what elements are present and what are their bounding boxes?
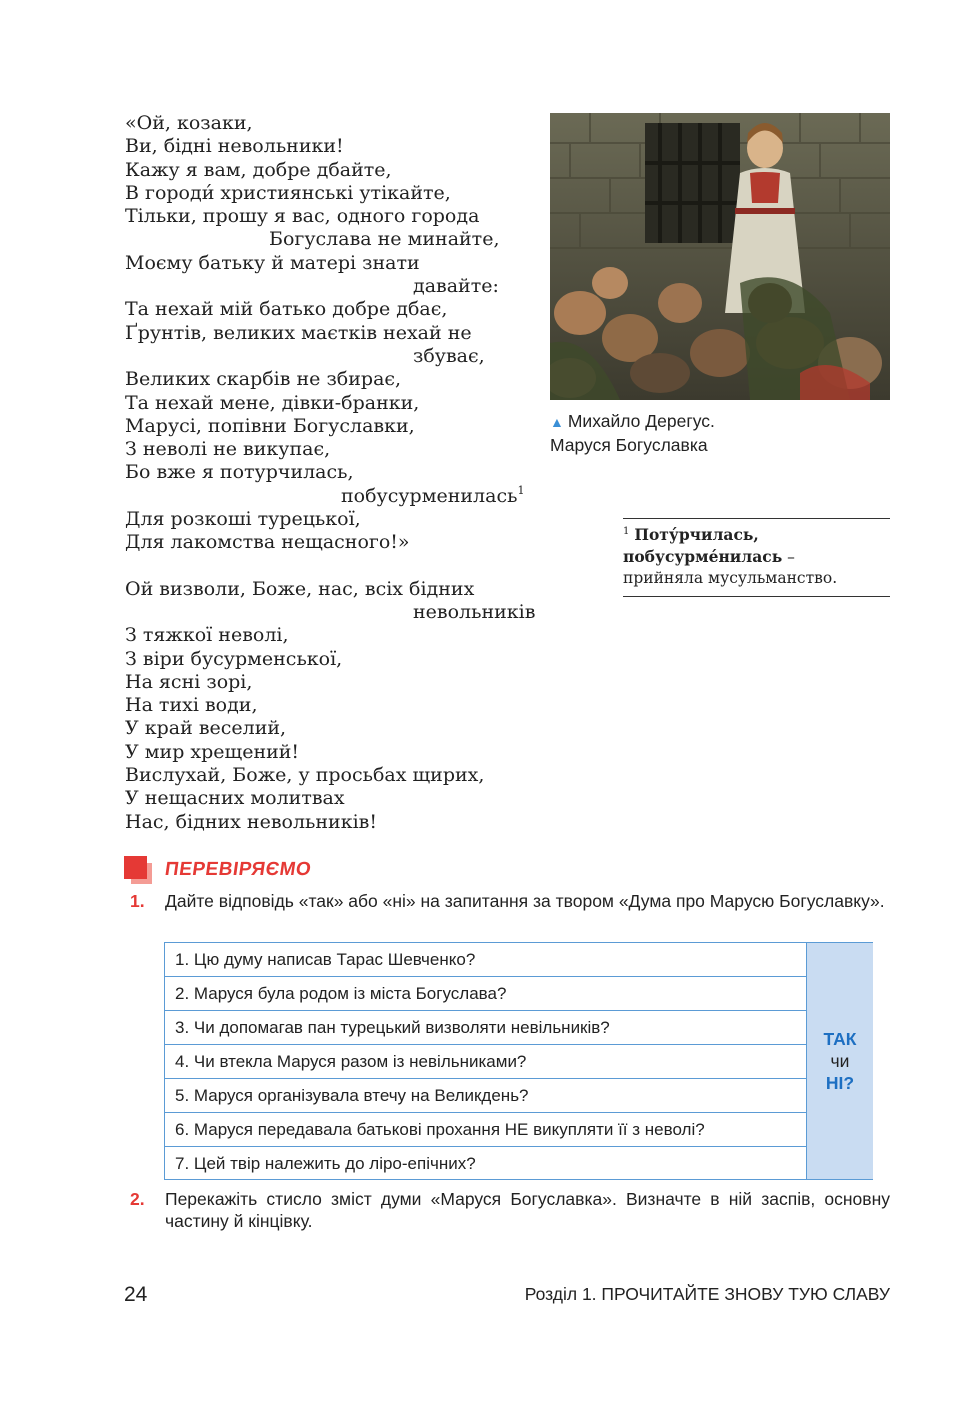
table-rows	[165, 943, 806, 1181]
poem-line: Ви, бідні невольники!	[125, 135, 344, 158]
poem-line: Та нехай мій батько добре дбає,	[125, 298, 448, 321]
footnote-number: 1	[623, 526, 630, 537]
poem-line: На ясні зорі,	[125, 670, 253, 693]
question-1	[125, 890, 890, 912]
triangle-up-icon: ▲	[550, 414, 564, 430]
poem-line: збуває,	[413, 344, 485, 367]
poem-line: Нас, бідних невольників!	[125, 810, 377, 833]
poem-line: З віри бусурменської,	[125, 647, 343, 670]
stanza-gap	[125, 555, 555, 578]
poem	[125, 112, 555, 834]
poem-line: Бо вже я потурчилась,	[125, 461, 354, 484]
table-row: 1. Цю думу написав Тарас Шевченко?	[165, 943, 806, 977]
poem-line: «Ой, козаки,	[125, 112, 253, 134]
question-number: 2.	[130, 1189, 145, 1209]
answer-yes: ТАК	[823, 1029, 857, 1049]
question-text: Дайте відповідь «так» або «ні» на запитання за твором «Дума про Марусю Богуславку».	[165, 891, 885, 911]
footnote-dash: –	[782, 548, 795, 566]
running-title: Розділ 1. ПРОЧИТАЙТЕ ЗНОВУ ТУЮ СЛАВУ	[524, 1284, 890, 1304]
page-number: 24	[124, 1283, 148, 1306]
answer-or: чи	[830, 1051, 850, 1071]
answer-column	[806, 943, 873, 1179]
poem-line: Ґрунтів, великих маєтків нехай не	[125, 321, 472, 344]
poem-line: У нещасних молитвах	[125, 787, 345, 810]
question-number: 1.	[130, 891, 145, 911]
poem-line-with-footnote	[125, 485, 555, 508]
table-row: 3. Чи допомагав пан турецький визволяти невільників?	[165, 1011, 806, 1045]
footnote	[623, 518, 890, 597]
caption-title: Маруся Богуславка	[550, 435, 708, 455]
table-row: 2. Маруся була родом із міста Богуслава?	[165, 977, 806, 1011]
poem-line: Тільки, прошу я вас, одного города	[125, 205, 480, 228]
poem-line: В городи́ християнські утікайте,	[125, 181, 451, 204]
section-title: ПЕРЕВІРЯЄМО	[163, 859, 313, 880]
poem-line: Марусі, попівни Богуславки,	[125, 414, 415, 437]
poem-line: Для розкоші турецької,	[125, 508, 361, 531]
poem-line: давайте:	[413, 275, 499, 298]
table-row: 6. Маруся передавала батькові прохання НЕ викупляти її з неволі?	[165, 1113, 806, 1147]
painting-illustration	[550, 113, 890, 400]
poem-line: Богуслава не минайте,	[269, 228, 500, 251]
poem-line: Для лакомства нещасного!»	[125, 531, 410, 554]
yes-no-table	[164, 942, 873, 1180]
caption-author: Михайло Дерегус.	[567, 411, 715, 431]
table-row: 5. Маруся організувала втечу на Великдень?	[165, 1079, 806, 1113]
poem-line: Ой визволи, Боже, нас, всіх бідних	[125, 577, 475, 600]
section-square-icon-front	[124, 856, 147, 879]
poem-line: Вислухай, Боже, у просьбах щирих,	[125, 764, 485, 787]
answer-no: НІ?	[825, 1073, 855, 1093]
poem-line: невольників	[413, 600, 536, 623]
poem-line: На тихі води,	[125, 694, 258, 717]
poem-line: З тяжкої неволі,	[125, 624, 289, 647]
poem-line: Кажу я вам, добре дбайте,	[125, 158, 392, 181]
footnote-term: Поту́рчилась, побусурме́нилась	[623, 525, 783, 566]
question-text: Перекажіть стисло зміст думи «Маруся Богуславка». Визначте в ній заспів, основну частину й кінцівку.	[165, 1189, 890, 1231]
footnote-definition: прийняла мусульманство.	[623, 569, 838, 587]
table-row: 4. Чи втекла Маруся разом із невільниками?	[165, 1045, 806, 1079]
poem-line: У мир хрещений!	[125, 740, 300, 763]
poem-line: У край веселий,	[125, 717, 287, 740]
poem-line: Та нехай мене, дівки-бранки,	[125, 391, 420, 414]
footnote-mark: 1	[517, 483, 525, 497]
question-2	[125, 1188, 890, 1232]
poem-line-text: побусурменилась	[341, 484, 518, 507]
painting-caption	[550, 410, 890, 457]
table-row: 7. Цей твір належить до ліро-епічних?	[175, 1154, 476, 1173]
poem-line: Моєму батьку й матері знати	[125, 251, 420, 274]
poem-line: Великих скарбів не збирає,	[125, 368, 402, 391]
poem-line: З неволі не викупає,	[125, 438, 331, 461]
